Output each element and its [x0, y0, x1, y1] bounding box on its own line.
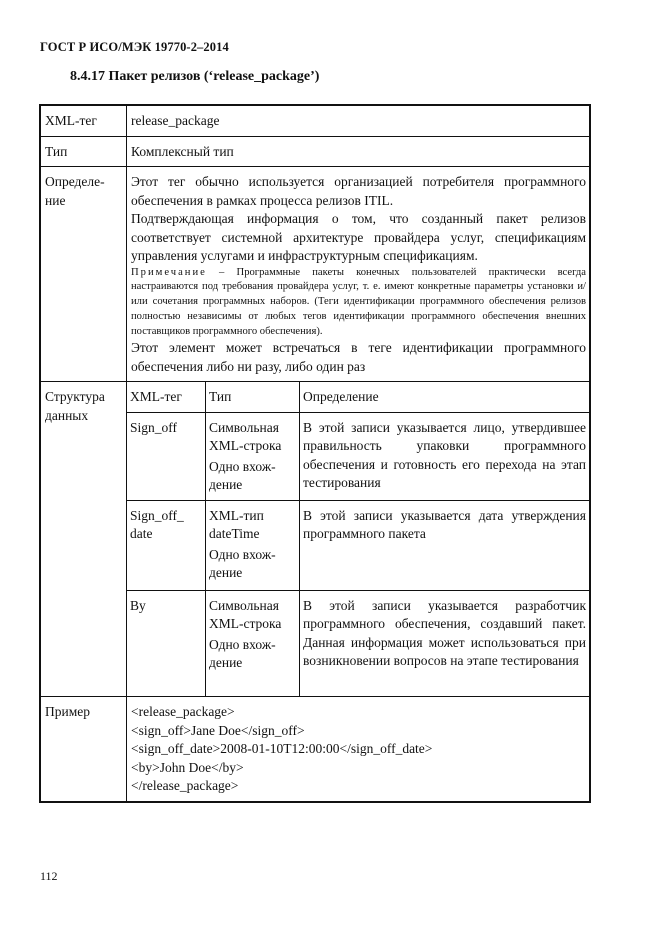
page-number: 112 — [40, 869, 58, 883]
sign-off-date-occurrence: Одно вхож-дение — [209, 546, 276, 581]
row-xml-tag — [40, 105, 590, 136]
data-structure-table — [127, 382, 589, 696]
example-line: </release_package> — [131, 778, 239, 794]
row-type — [40, 136, 590, 167]
example-line: <release_package> — [131, 704, 235, 720]
sign-off-definition: В этой записи указывается лицо, утвердившее правильность упаковки программного обеспечения и готовность его перехода на этап тестирования — [300, 412, 590, 500]
data-structure-value — [127, 382, 591, 697]
example-label: Пример — [40, 697, 127, 802]
sign-off-date-definition: В этой записи указывается дата утверждения программного пакета — [300, 500, 590, 590]
definition-label-line2: ние — [45, 192, 66, 208]
note-label: Примечание — [131, 266, 207, 278]
row-example — [40, 697, 590, 802]
col-header-definition: Определение — [300, 382, 590, 412]
example-line: <by>John Doe</by> — [131, 759, 244, 775]
section-title: 8.4.17 Пакет релизов (‘release_package’) — [70, 69, 320, 84]
example-line: <sign_off>Jane Doe</sign_off> — [131, 722, 305, 738]
note-text: – Программные пакеты конечных пользователей практически всегда настраиваются под требования провайдера услуг, т. е. имеют конкретные параметры установки и/или сочетания программных наборов. (Теги идентификации программного обеспечения релизов полностью независимы от любых тегов идентификации программного обеспечения внешних поставщиков программного обеспечения). — [131, 266, 586, 337]
sign-off-date-type: XML-тип dateTime — [209, 507, 264, 542]
data-structure-header-row — [127, 382, 589, 412]
col-header-xml-tag: XML-тег — [127, 382, 206, 412]
xml-tag-label: XML-тег — [40, 105, 127, 136]
sign-off-date-tag: Sign_off_ date — [127, 500, 206, 590]
definition-label-line1: Определе- — [45, 174, 105, 189]
document-header: ГОСТ Р ИСО/МЭК 19770-2–2014 — [40, 40, 229, 54]
release-package-table — [39, 104, 591, 803]
xml-tag-value: release_package — [127, 105, 591, 136]
definition-value — [127, 167, 591, 382]
sign-off-tag: Sign_off — [127, 412, 206, 500]
sign-off-type-cell — [206, 412, 300, 500]
type-label: Тип — [40, 136, 127, 167]
type-value: Комплексный тип — [127, 136, 591, 167]
row-data-structure — [40, 382, 590, 697]
definition-paragraph-3: Этот элемент может встречаться в теге идентификации программного обеспечения либо ни разу, либо один раз — [131, 340, 586, 374]
definition-note — [131, 266, 586, 340]
col-header-type: Тип — [206, 382, 300, 412]
definition-label — [40, 167, 127, 382]
example-line: <sign_off_date>2008-01-10T12:00:00</sign_off_date> — [131, 741, 433, 757]
table-row — [127, 500, 589, 590]
sign-off-type: Символьная XML-строка — [209, 419, 282, 454]
data-structure-label: Структура данных — [40, 382, 127, 697]
by-type: Символьная XML-строка — [209, 597, 282, 632]
definition-paragraph-2: Подтверждающая информация о том, что созданный пакет релизов соответствует системной архитектуре провайдера услуг, спецификациям управления услугами и инфраструктурным спецификациям. — [131, 211, 586, 263]
sign-off-occurrence: Одно вхож-дение — [209, 458, 276, 493]
row-definition — [40, 167, 590, 382]
sign-off-date-type-cell — [206, 500, 300, 590]
by-definition: В этой записи указывается разработчик программного обеспечения, создавший пакет. Данная информация может использоваться при возникновении вопросов на этапе тестирования — [300, 590, 590, 696]
table-row — [127, 412, 589, 500]
example-value — [127, 697, 591, 802]
by-tag: By — [127, 590, 206, 696]
by-occurrence: Одно вхож-дение — [209, 636, 276, 671]
definition-paragraph-1: Этот тег обычно используется организацией потребителя программного обеспечения в рамках процесса релизов ITIL. — [131, 174, 586, 208]
table-row — [127, 590, 589, 696]
by-type-cell — [206, 590, 300, 696]
